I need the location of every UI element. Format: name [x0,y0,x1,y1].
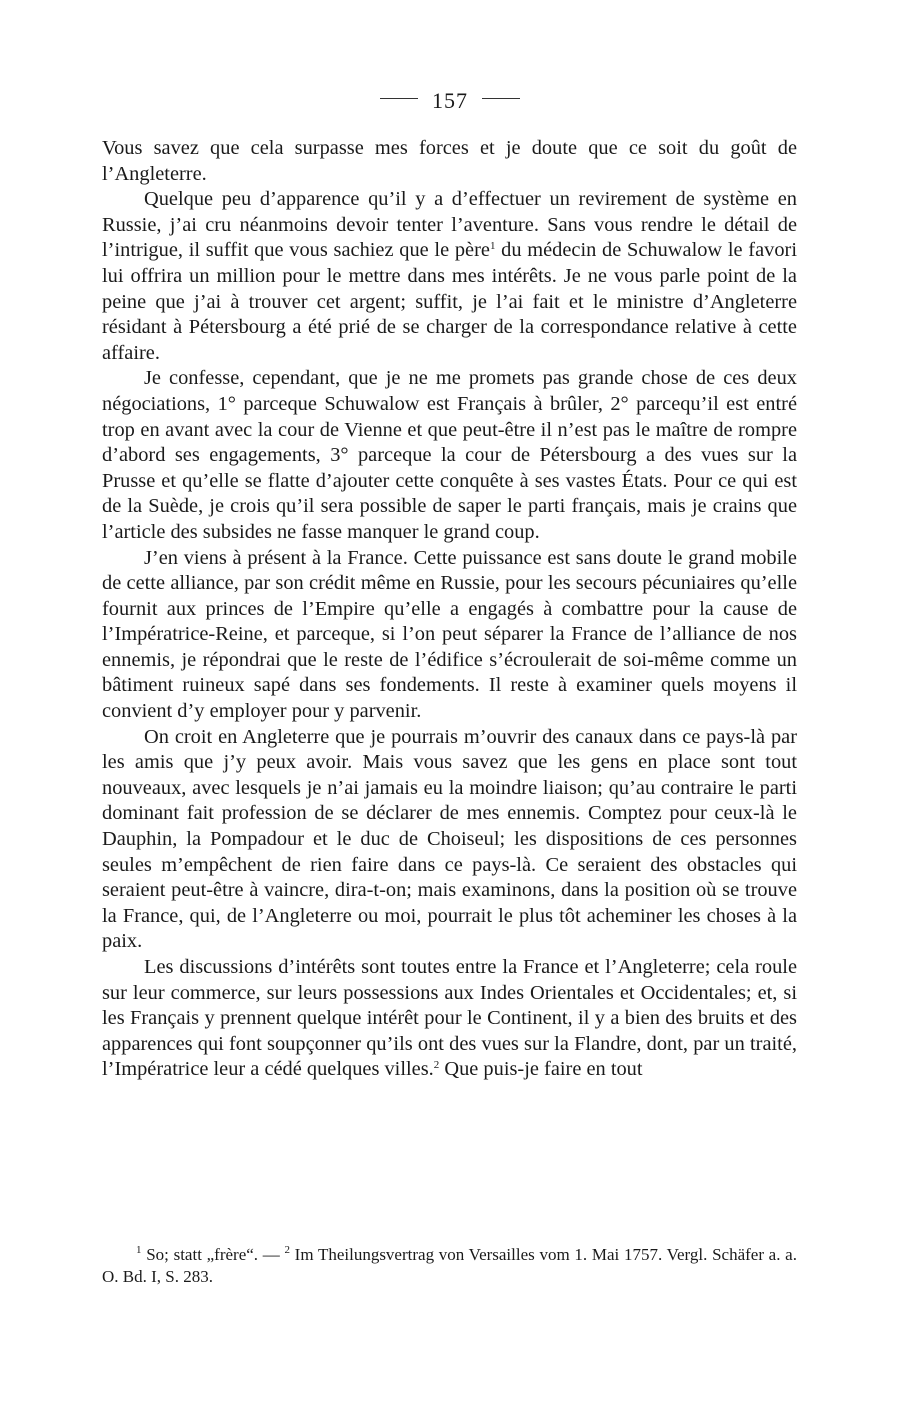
header-rule-left [380,98,418,99]
text-run: Je confesse, cependant, que je ne me promets pas grande chose de ces deux négociations, 1° parceque Schuwalow est Français à brûler, 2° parcequ’il est entré trop en avant avec la cour de Vienne et que peut-être il n’est pas le maître de rompre d’abord ses engagements, 3° parceque la cour de Pétersbourg a des vues sur la Prusse et qu’elle se flatte d’ajouter cette conquête à ses vastes États. Pour ce qui est de la Suède, je crois qu’il sera possible de saper le parti français, mais je crains que l’article des subsides ne fasse manquer le grand coup. [102,367,797,543]
text-run: Que puis-je faire en tout [439,1058,643,1081]
header-rule-right [482,98,520,99]
paragraph [102,546,797,725]
text-run: Vous savez que cela surpasse mes forces et je doute que ce soit du goût de l’Angleterre. [102,137,797,185]
page-header [0,88,900,114]
footnote-marker: 2 [284,1244,290,1256]
text-run: Im Theilungsvertrag von Versailles vom 1. Mai 1757. Vergl. Schäfer a. a. O. Bd. I, S. 283. [102,1245,797,1286]
text-run: du médecin de Schuwalow le favori lui offrira un million pour le mettre dans mes intérêts. Je ne vous parle point de la peine que j’ai à trouver cet argent; suffit, je l’ai fait et le ministre d’Angleterre résidant à Pétersbourg a été prié de se charger de la correspondance relative à cette affaire. [102,239,797,364]
footnote-marker: 2 [433,1059,440,1072]
paragraph [102,187,797,366]
footnotes [102,1244,797,1288]
text-run: Quelque peu d’apparence qu’il y a d’effectuer un revirement de système en Russie, j’ai cru néanmoins devoir tenter l’aventure. Sans vous rendre le détail de l’intrigue, il suffit que vous sachiez que le père [102,188,797,262]
text-run: So; statt „frère“. — [141,1245,285,1264]
footnote-marker: 1 [136,1244,142,1256]
text-run: On croit en Angleterre que je pourrais m’ouvrir des canaux dans ce pays-là par les amis que j’y peux avoir. Mais vous savez que les gens en place sont tout nouveaux, avec lesquels je n’ai jamais eu la moindre liaison; qu’au contraire le parti dominant fait profession de se déclarer de mes ennemis. Comptez pour ceux-là le Dauphin, la Pompadour et le duc de Choiseul; les dispositions de ces personnes seules m’empêchent de rien faire dans ce pays-là. Ce seraient des obstacles qui seraient peut-être à vaincre, dira-t-on; mais examinons, dans la position où se trouve la France, qui, de l’Angleterre ou moi, pourrait le plus tôt acheminer les choses à la paix. [102,725,797,953]
paragraph [102,366,797,545]
text-run: Les discussions d’intérêts sont toutes entre la France et l’Angleterre; cela roule sur leur commerce, sur leurs possessions aux Indes Orientales et Occidentales; et, si les Français y prennent quelque intérêt pour le Continent, il y a bien des bruits et des apparences qui font soupçonner qu’ils ont des vues sur la Flandre, dont, par un traité, l’Impératrice leur a cédé quelques villes. [102,956,797,1081]
paragraph [102,955,797,1083]
paragraph [102,136,797,187]
page-number: 157 [432,88,468,113]
footnote-text [102,1244,797,1288]
paragraph [102,725,797,955]
text-run: J’en viens à présent à la France. Cette puissance est sans doute le grand mobile de cette alliance, par son crédit même en Russie, pour les secours pécuniaires qu’elle fournit aux princes de l’Empire qu’elle a engagés à combattre pour la cause de l’Impératrice-Reine, et parceque, si l’on peut séparer la France de l’alliance de nos ennemis, je répondrai que le reste de l’édifice s’écroulerait de soi-même comme un bâtiment ruineux sapé dans ses fondements. Il reste à examiner quels moyens il convient d’y employer pour y parvenir. [102,546,797,723]
footnote-marker: 1 [489,240,496,253]
body-text [102,136,797,1083]
